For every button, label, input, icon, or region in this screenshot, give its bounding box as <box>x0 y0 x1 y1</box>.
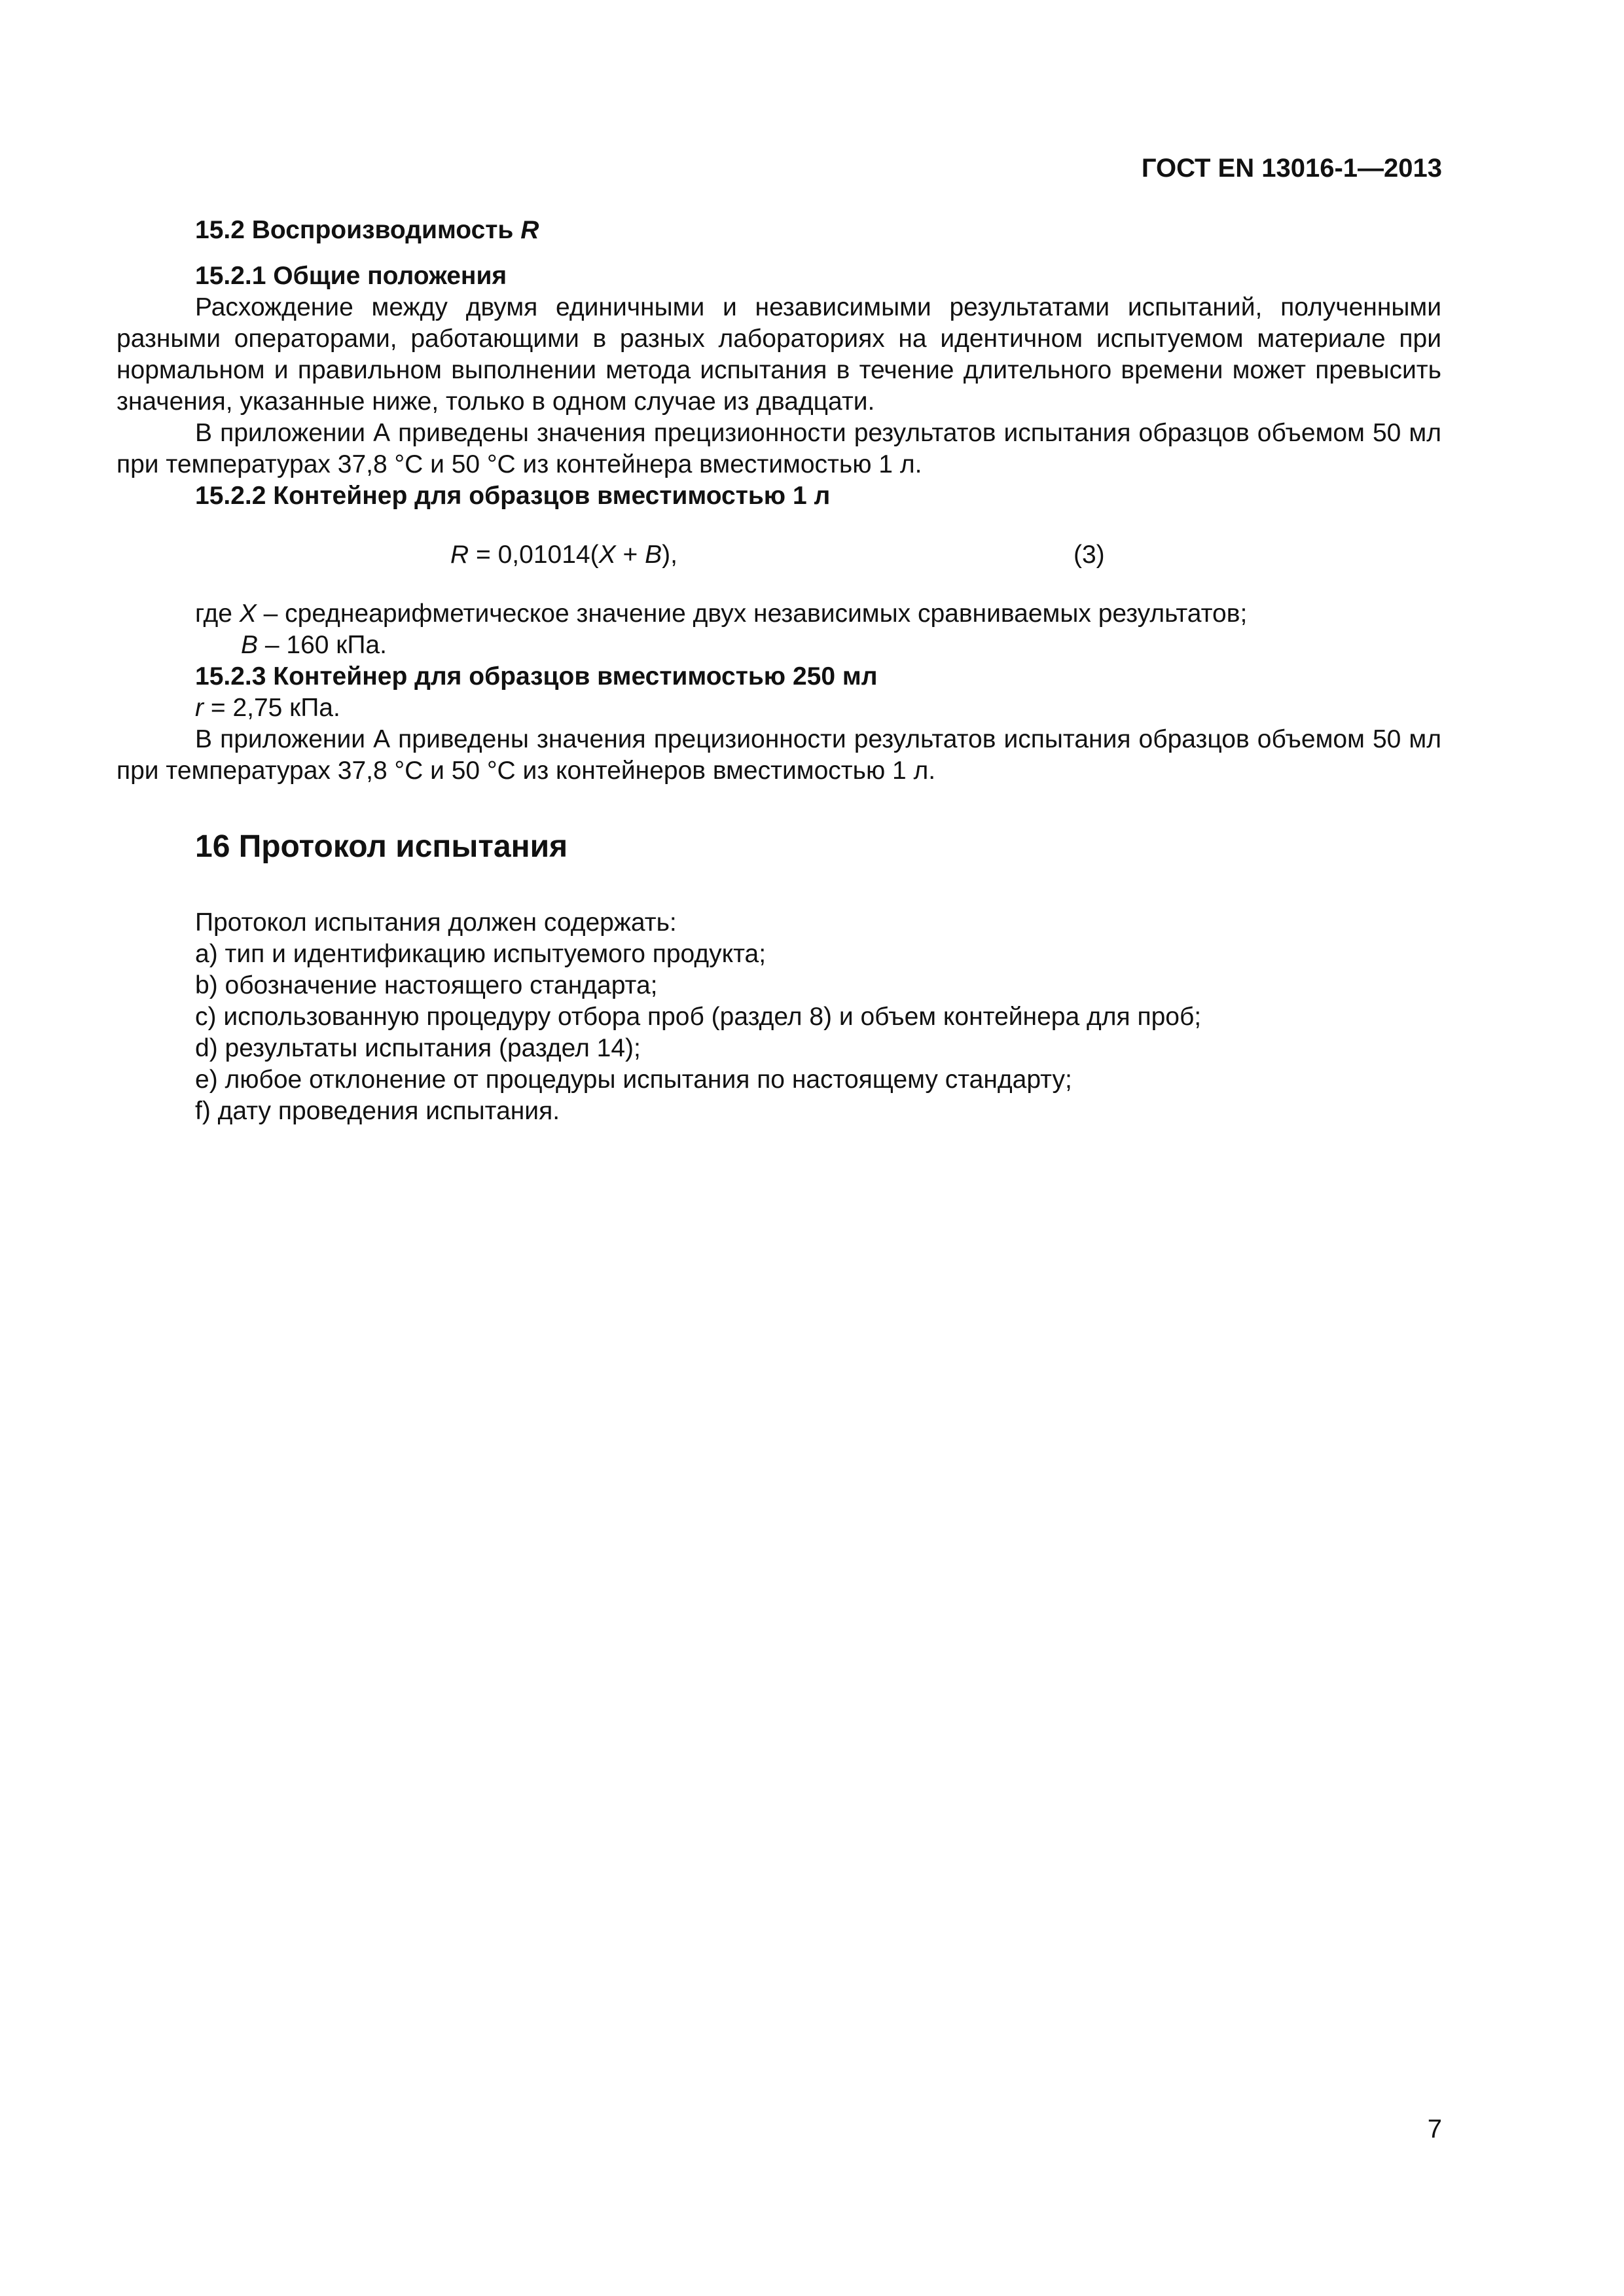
formula-x-var: X <box>598 541 616 569</box>
repeatability-symbol: r <box>195 694 204 722</box>
formula-r-var: R <box>450 541 469 569</box>
formula-3-row <box>117 539 1441 571</box>
list-item: e) любое отклонение от процедуры испытания по настоящему стандарту; <box>195 1066 1072 1094</box>
formula-b-var: B <box>645 541 662 569</box>
formula-coefficient: = 0,01014( <box>469 541 599 569</box>
section-16-intro: Протокол испытания должен содержать: <box>195 908 677 937</box>
where-x-text: – среднеарифметическое значение двух независимых сравниваемых результатов; <box>256 600 1248 628</box>
where-x-definition <box>117 598 1441 630</box>
paragraph-15-2-1-discrepancy: Расхождение между двумя единичными и независимыми результатами испытаний, полученными разными операторами, работающими в разных лабораториях на идентичном испытуемом материале при нормальном и правильном выполнении метода испытания в течение длительного времени может превысить значения, указанные ниже, только в одном случае из двадцати. <box>117 293 1441 416</box>
document-body <box>117 215 1441 1127</box>
heading-15-2-text: 15.2 Воспроизводимость <box>195 216 521 244</box>
paragraph-15-2-3-annex: В приложении А приведены значения прецизионности результатов испытания образцов объемом 50 мл при температурах 37,8 °С и 50 °С из контейнеров вместимостью 1 л. <box>117 725 1441 785</box>
where-x-symbol: X <box>239 600 257 628</box>
list-item: a) тип и идентификацию испытуемого продукта; <box>195 940 767 968</box>
document-code-header: ГОСТ EN 13016-1—2013 <box>1141 154 1442 183</box>
repeatability-text: = 2,75 кПа. <box>204 694 340 722</box>
paragraph-15-2-1-annex: В приложении А приведены значения прецизионности результатов испытания образцов объемом 50 мл при температурах 37,8 °С и 50 °С из контейнера вместимостью 1 л. <box>117 419 1441 478</box>
heading-15-2-3: 15.2.3 Контейнер для образцов вместимостью 250 мл <box>195 662 878 691</box>
reproducibility-symbol: R <box>520 216 539 244</box>
formula-3 <box>450 539 677 571</box>
repeatability-value <box>117 692 1441 724</box>
where-b-symbol: B <box>241 631 259 659</box>
formula-number: (3) <box>1074 541 1105 569</box>
where-b-definition <box>117 630 1441 661</box>
section-16-title: 16 Протокол испытания <box>195 829 568 864</box>
list-item: b) обозначение настоящего стандарта; <box>195 971 658 999</box>
list-item: d) результаты испытания (раздел 14); <box>195 1034 641 1062</box>
page-number: 7 <box>1427 2115 1442 2144</box>
heading-15-2 <box>117 215 1441 246</box>
heading-15-2-2: 15.2.2 Контейнер для образцов вместимостью 1 л <box>195 482 831 510</box>
formula-plus: + <box>615 541 645 569</box>
where-prefix: где <box>195 600 240 628</box>
where-b-text: – 160 кПа. <box>258 631 387 659</box>
list-item: c) использованную процедуру отбора проб (раздел 8) и объем контейнера для проб; <box>195 1003 1202 1031</box>
formula-close: ), <box>662 541 677 569</box>
heading-15-2-1: 15.2.1 Общие положения <box>195 262 507 290</box>
list-item: f) дату проведения испытания. <box>195 1097 560 1125</box>
